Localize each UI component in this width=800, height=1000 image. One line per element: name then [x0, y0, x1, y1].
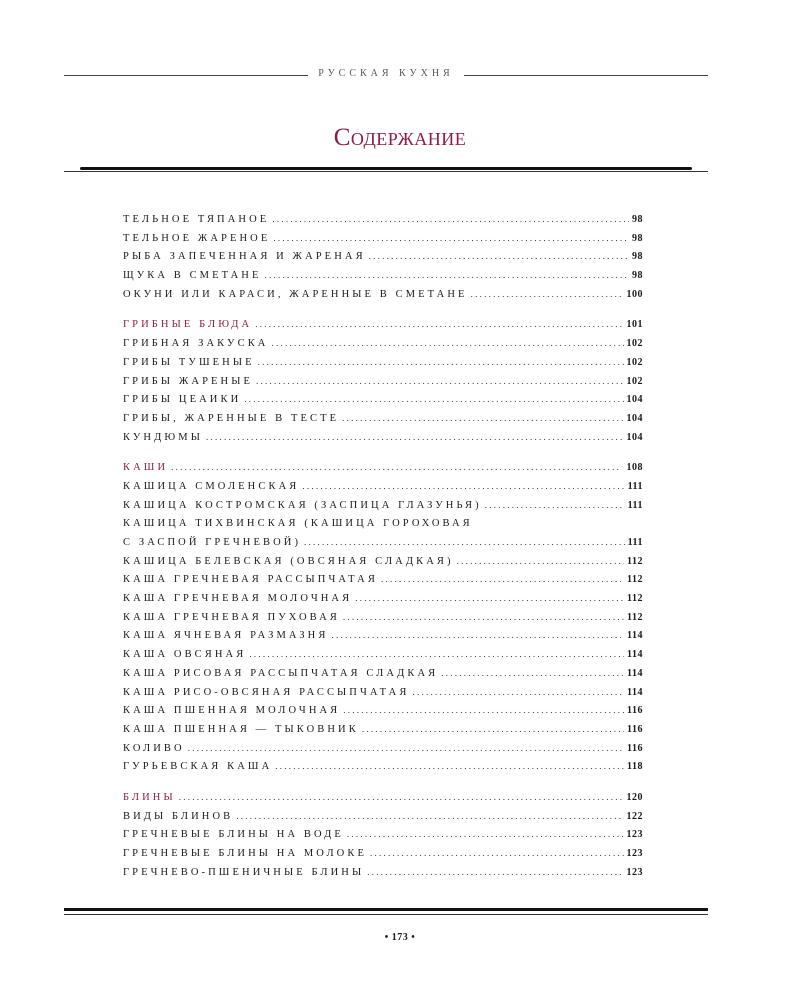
toc-entry-title: С ЗАСПОЙ ГРЕЧНЕВОЙ) — [123, 537, 302, 548]
toc-section-heading[interactable] — [123, 462, 643, 481]
table-of-contents — [123, 214, 643, 885]
toc-page-number: 123 — [626, 848, 643, 859]
toc-page-number: 112 — [627, 593, 643, 605]
dot-leader — [265, 270, 630, 281]
header-rule-right — [464, 75, 708, 76]
toc-entry[interactable] — [123, 612, 643, 631]
toc-entry-title: ГРИБЫ ЦЕАИКИ — [123, 394, 242, 406]
toc-entry-title: КУНДЮМЫ — [123, 431, 203, 443]
toc-page-number: 98 — [632, 251, 643, 263]
toc-entry[interactable] — [123, 500, 643, 519]
toc-entry-title: КАША ПШЕННАЯ МОЛОЧНАЯ — [123, 705, 341, 717]
dot-leader — [370, 848, 624, 859]
toc-entry-title: ТЕЛЬНОЕ ЖАРЕНОЕ — [123, 232, 271, 244]
dot-leader — [342, 413, 623, 424]
dot-leader — [362, 724, 624, 735]
dot-leader — [272, 214, 629, 225]
dot-leader — [302, 481, 624, 492]
toc-page-number: 114 — [627, 649, 643, 661]
toc-entry-title: БЛИНЫ — [123, 791, 176, 803]
dot-leader — [255, 319, 623, 330]
toc-page-number: 114 — [627, 630, 643, 642]
toc-entry-title: КАША РИСО-ОВСЯНАЯ РАССЫПЧАТАЯ — [123, 686, 410, 698]
toc-page-number: 108 — [626, 462, 643, 474]
toc-page-number: 116 — [627, 742, 643, 754]
toc-page-number: 114 — [627, 667, 643, 679]
toc-page-number: 116 — [627, 723, 643, 735]
dot-leader — [244, 394, 623, 405]
dot-leader — [179, 792, 624, 803]
toc-page-number: 111 — [627, 499, 643, 511]
group-spacer — [123, 780, 643, 792]
dot-leader — [206, 432, 624, 443]
toc-page-number: 100 — [626, 288, 643, 300]
toc-entry-title: КАША ГРЕЧНЕВАЯ ПУХОВАЯ — [123, 611, 340, 623]
dot-leader — [381, 574, 624, 585]
dot-leader — [343, 705, 624, 716]
toc-page-number: 111 — [627, 480, 643, 492]
toc-entry[interactable] — [123, 338, 643, 357]
toc-entry[interactable] — [123, 556, 643, 575]
toc-page-number: 111 — [627, 537, 643, 548]
header-rule-left — [64, 75, 308, 76]
toc-page-number: 102 — [626, 338, 643, 350]
toc-entry-title: КАШИЦА КОСТРОМСКАЯ (ЗАСПИЦА ГЛАЗУНЬЯ) — [123, 499, 482, 511]
dot-leader — [256, 376, 623, 387]
dot-leader — [171, 462, 623, 473]
toc-entry-title: ВИДЫ БЛИНОВ — [123, 810, 234, 822]
toc-entry-title: КАША ГРЕЧНЕВАЯ РАССЫПЧАТАЯ — [123, 574, 378, 586]
toc-entry-title: ГУРЬЕВСКАЯ КАША — [123, 761, 273, 773]
toc-entry[interactable] — [123, 668, 643, 687]
toc-page-number: 104 — [626, 412, 643, 424]
toc-section-heading[interactable] — [123, 792, 643, 811]
dot-leader — [331, 630, 624, 641]
toc-entry-title: РЫБА ЗАПЕЧЕННАЯ И ЖАРЕНАЯ — [123, 251, 366, 263]
toc-entry-title: КАША ГРЕЧНЕВАЯ МОЛОЧНАЯ — [123, 593, 353, 605]
toc-entry-title: КАШИЦА БЕЛЕВСКАЯ (ОВСЯНАЯ СЛАДКАЯ) — [123, 555, 454, 567]
toc-page-number: 101 — [626, 319, 643, 331]
dot-leader — [275, 761, 624, 772]
toc-entry-title: ГРИБНАЯ ЗАКУСКА — [123, 338, 269, 350]
toc-entry[interactable] — [123, 376, 643, 395]
toc-entry[interactable] — [123, 357, 643, 376]
dot-leader — [347, 829, 624, 840]
toc-section-heading[interactable] — [123, 319, 643, 338]
running-header-title: РУССКАЯ КУХНЯ — [318, 68, 454, 79]
page-number: • 173 • — [384, 932, 416, 943]
toc-entry[interactable] — [123, 289, 643, 308]
toc-page-number: 98 — [632, 270, 643, 282]
toc-entry[interactable] — [123, 251, 643, 270]
toc-entry-title: КАША ПШЕННАЯ — ТЫКОВНИК — [123, 723, 359, 735]
toc-entry[interactable] — [123, 432, 643, 451]
toc-page-number: 102 — [626, 356, 643, 368]
toc-entry[interactable] — [123, 481, 643, 500]
toc-entry-title: КАШИ — [123, 462, 169, 474]
toc-page-number: 104 — [626, 394, 643, 406]
toc-entry[interactable] — [123, 630, 643, 649]
dot-leader — [273, 233, 629, 244]
dot-leader — [457, 556, 624, 567]
toc-page-number: 122 — [626, 810, 643, 822]
toc-entry[interactable] — [123, 829, 643, 848]
toc-page-number: 123 — [626, 866, 643, 878]
toc-page-number: 118 — [627, 761, 643, 773]
dot-leader — [355, 593, 624, 604]
toc-entry-title: ГРЕЧНЕВЫЕ БЛИНЫ НА ВОДЕ — [123, 829, 344, 841]
toc-entry[interactable] — [123, 848, 643, 867]
dot-leader — [304, 537, 625, 548]
dot-leader — [412, 687, 624, 698]
toc-page-number: 98 — [632, 214, 643, 225]
dot-leader — [258, 357, 624, 368]
toc-entry-title: КАША РИСОВАЯ РАССЫПЧАТАЯ СЛАДКАЯ — [123, 667, 439, 679]
toc-entry-title: КАШИЦА СМОЛЕНСКАЯ — [123, 480, 300, 492]
toc-entry-title: КОЛИВО — [123, 742, 185, 754]
toc-entry-title: ГРЕЧНЕВЫЕ БЛИНЫ НА МОЛОКЕ — [123, 848, 367, 859]
toc-entry[interactable] — [123, 593, 643, 612]
toc-entry[interactable] — [123, 394, 643, 413]
toc-entry-title: ГРИБЫ, ЖАРЕННЫЕ В ТЕСТЕ — [123, 412, 340, 424]
toc-entry[interactable] — [123, 537, 643, 556]
toc-entry-title: ГРЕЧНЕВО-ПШЕНИЧНЫЕ БЛИНЫ — [123, 866, 365, 878]
dot-leader — [236, 811, 623, 822]
toc-page-number: 116 — [627, 705, 643, 717]
dot-leader — [271, 338, 623, 349]
toc-entry[interactable] — [123, 867, 643, 886]
running-header — [64, 66, 708, 86]
dot-leader — [471, 289, 624, 300]
toc-entry[interactable] — [123, 518, 643, 537]
toc-entry[interactable] — [123, 574, 643, 593]
toc-page-number: 114 — [627, 686, 643, 698]
toc-entry[interactable] — [123, 233, 643, 252]
group-spacer — [123, 307, 643, 319]
toc-page-number: 112 — [627, 611, 643, 623]
dot-leader — [369, 251, 629, 262]
footer-divider — [64, 908, 708, 916]
toc-entry[interactable] — [123, 761, 643, 780]
toc-entry[interactable] — [123, 705, 643, 724]
toc-entry[interactable] — [123, 811, 643, 830]
toc-entry-title: ГРИБЫ ТУШЕНЫЕ — [123, 356, 255, 368]
toc-entry[interactable] — [123, 214, 643, 233]
title-divider — [64, 166, 708, 174]
toc-entry[interactable] — [123, 413, 643, 432]
dot-leader — [485, 500, 625, 511]
toc-page-number: 102 — [626, 375, 643, 387]
toc-entry[interactable] — [123, 687, 643, 706]
toc-entry[interactable] — [123, 743, 643, 762]
dot-leader — [441, 668, 624, 679]
dot-leader — [188, 743, 624, 754]
toc-entry-title: КАША ЯЧНЕВАЯ РАЗМАЗНЯ — [123, 630, 329, 642]
dot-leader — [249, 649, 624, 660]
toc-entry-title: КАШИЦА ТИХВИНСКАЯ (КАШИЦА ГОРОХОВАЯ — [123, 518, 473, 530]
toc-entry[interactable] — [123, 724, 643, 743]
toc-page-number: 112 — [627, 555, 643, 567]
toc-entry-title: КАША ОВСЯНАЯ — [123, 649, 247, 661]
toc-page-number: 98 — [632, 232, 643, 244]
toc-entry-title: ГРИБЫ ЖАРЕНЫЕ — [123, 375, 254, 387]
toc-entry-title: ОКУНИ ИЛИ КАРАСИ, ЖАРЕННЫЕ В СМЕТАНЕ — [123, 288, 468, 300]
dot-leader — [343, 612, 624, 623]
toc-entry[interactable] — [123, 649, 643, 668]
toc-page-number: 112 — [627, 574, 643, 586]
toc-page-number: 120 — [626, 791, 643, 803]
page-title: Содержание — [333, 124, 467, 151]
toc-entry-title: ЩУКА В СМЕТАНЕ — [123, 270, 262, 282]
group-spacer — [123, 450, 643, 462]
toc-entry-title: ГРИБНЫЕ БЛЮДА — [123, 319, 253, 331]
toc-entry-title: ТЕЛЬНОЕ ТЯПАНОЕ — [123, 214, 270, 225]
dot-leader — [367, 867, 623, 878]
toc-entry[interactable] — [123, 270, 643, 289]
toc-page-number: 104 — [626, 431, 643, 443]
toc-page-number: 123 — [626, 829, 643, 841]
